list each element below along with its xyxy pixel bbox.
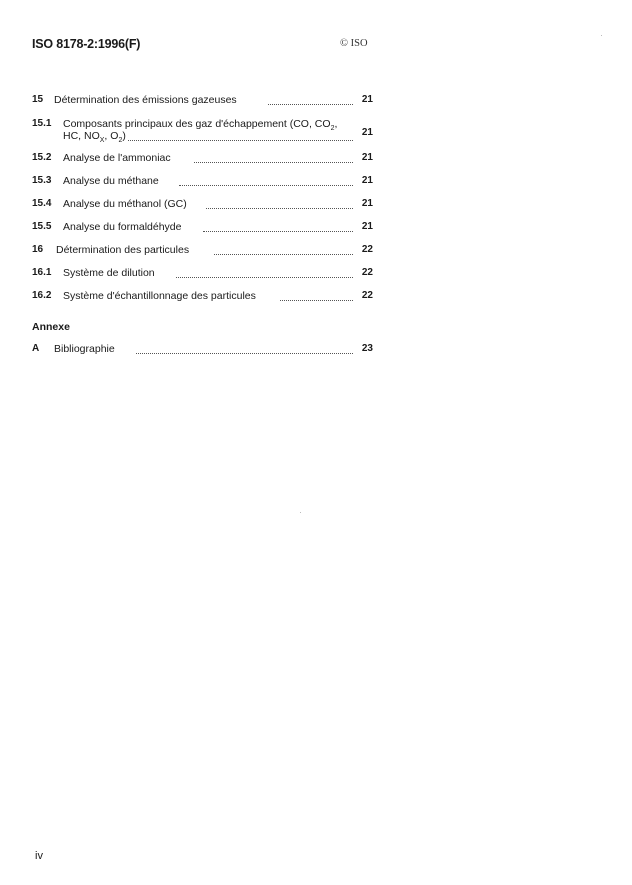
title-text: )	[122, 130, 126, 142]
toc-entry-number: 15.5	[32, 221, 52, 232]
dot-leader	[214, 244, 353, 255]
annex-entry-letter: A	[32, 343, 40, 354]
dot-leader	[179, 175, 353, 186]
toc-entry-title: Détermination des émissions gazeuses	[54, 94, 237, 106]
title-text: ,	[334, 118, 338, 130]
toc-entry-page: 21	[361, 198, 373, 209]
toc-entry-title-line2	[63, 130, 126, 147]
document-identifier: ISO 8178-2:1996(F)	[32, 37, 141, 51]
toc-entry-page: 21	[361, 152, 373, 163]
subscript: 2	[330, 125, 335, 133]
toc-entry-number: 15.4	[32, 198, 52, 209]
toc-entry-page: 21	[361, 175, 373, 186]
annex-entry-title: Bibliographie	[54, 343, 115, 355]
toc-entry-title: Détermination des particules	[56, 244, 190, 256]
toc-entry-number: 16	[32, 244, 44, 255]
dot-leader	[128, 130, 353, 141]
dot-leader	[268, 94, 353, 105]
toc-entry-number: 16.2	[32, 290, 52, 301]
toc-entry-page: 21	[361, 221, 373, 232]
toc-entry-page: 21	[361, 127, 373, 138]
subscript: 2	[118, 137, 123, 145]
dot-leader	[203, 221, 353, 232]
toc-entry-title: Analyse du formaldéhyde	[63, 221, 182, 233]
toc-entry-title: Analyse du méthanol (GC)	[63, 198, 187, 210]
annex-heading: Annexe	[32, 321, 70, 333]
subscript: X	[99, 137, 105, 145]
toc-entry-number: 16.1	[32, 267, 52, 278]
toc-entry-page: 21	[361, 94, 373, 105]
dot-leader	[194, 152, 353, 163]
scan-speck	[300, 512, 301, 513]
page-folio: iv	[35, 850, 43, 862]
title-text: HC, NO	[63, 130, 100, 142]
toc-entry-page: 22	[361, 267, 373, 278]
toc-entry-title: Système d'échantillonnage des particules	[63, 290, 256, 302]
dot-leader	[280, 290, 353, 301]
toc-entry-number: 15.3	[32, 175, 52, 186]
toc-entry-page: 22	[361, 244, 373, 255]
title-text: Composants principaux des gaz d'échappement (CO, CO	[63, 118, 331, 130]
title-text: , O	[104, 130, 119, 142]
dot-leader	[206, 198, 353, 209]
annex-entry-page: 23	[361, 343, 373, 354]
toc-entry-title: Analyse du méthane	[63, 175, 159, 187]
toc-entry-page: 22	[361, 290, 373, 301]
dot-leader	[176, 267, 353, 278]
toc-entry-number: 15	[32, 94, 44, 105]
toc-entry-number: 15.1	[32, 118, 52, 129]
toc-entry-title: Système de dilution	[63, 267, 155, 279]
toc-entry-number: 15.2	[32, 152, 52, 163]
copyright-notice: © ISO	[340, 38, 368, 49]
dot-leader	[136, 343, 353, 354]
toc-entry-title: Analyse de l'ammoniac	[63, 152, 171, 164]
scan-speck	[601, 35, 602, 36]
toc-entry[interactable]	[32, 118, 373, 144]
